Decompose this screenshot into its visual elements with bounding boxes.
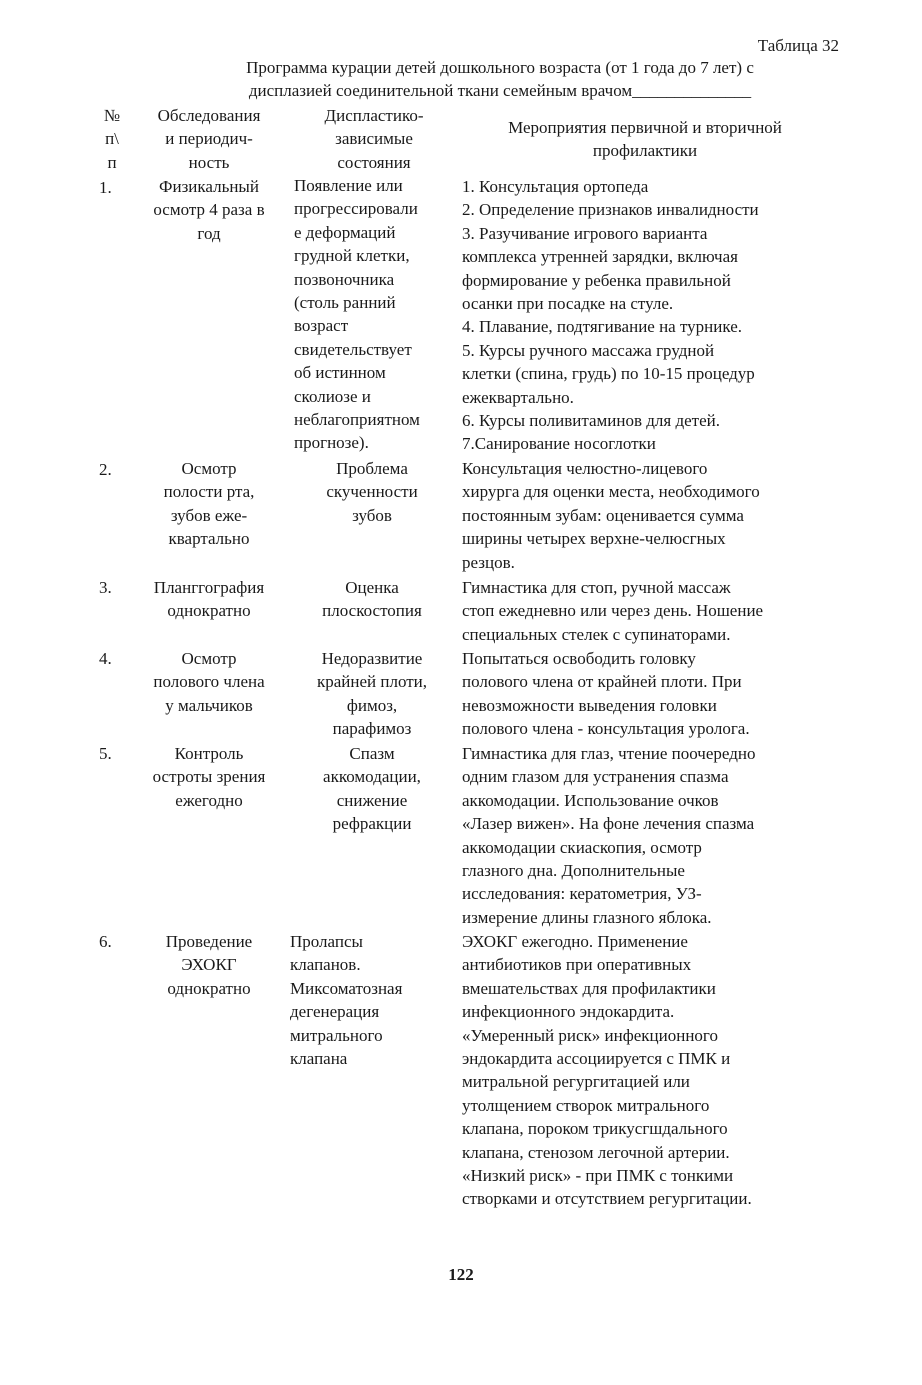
row-2-num: 2. xyxy=(99,460,112,479)
row-3-states: Оценка плоскостопия xyxy=(322,578,422,621)
header-exam: Обследования и периодич- ность xyxy=(157,106,261,172)
row-4-exam: Осмотр полового члена у мальчиков xyxy=(153,649,265,715)
row-1-num: 1. xyxy=(99,178,112,197)
header-measures: Мероприятия первичной и вторичной профилактики xyxy=(508,118,782,161)
row-1-measures: 1. Консультация ортопеда 2. Определение признаков инвалидности 3. Разучивание игрового варианта комплекса утренней зарядки, включая формирование у ребенка правильной осанки при посадке на стуле. 4. Плавание, подтягивание на турнике. 5. Курсы ручного массажа грудной клетки (спина, грудь) по 10-15 процедур ежеквартально. 6. Курсы поливитаминов для детей. 7.Санирование носоглотки xyxy=(462,177,759,454)
row-3-measures: Гимнастика для стоп, ручной массаж стоп ежедневно или через день. Ношение специальных стелек с супинаторами. xyxy=(462,578,764,644)
row-3-exam: Планггография однократно xyxy=(153,578,265,621)
table-title-line-1: Программа курации детей дошкольного возраста (от 1 года до 7 лет) с xyxy=(246,58,754,77)
header-num: № п\ п xyxy=(103,106,121,172)
page-number: 122 xyxy=(448,1265,474,1284)
row-6-measures: ЭХОКГ ежегодно. Применение антибиотиков при оперативных вмешательствах для профилактики инфекционного эндокардита. «Умеренный риск» инфекционного эндокардита ассоциируется с ПМК и митральной регургитацией или утолщением створок митрального клапана, пороком трикусгшдального клапана, стенозом легочной артерии. «Низкий риск» - при ПМК с тонкими створками и отсутствием регургитации. xyxy=(462,932,752,1209)
row-5-exam: Контроль остроты зрения ежегодно xyxy=(152,744,266,810)
row-2-states: Проблема скученности зубов xyxy=(326,459,418,525)
row-2-measures: Консультация челюстно-лицевого хирурга для оценки места, необходимого постоянным зубам: оценивается сумма ширины четырех верхне-челюсгных резцов. xyxy=(462,459,760,572)
row-1-exam: Физикальный осмотр 4 раза в год xyxy=(153,177,265,243)
row-5-states: Спазм аккомодации, снижение рефракции xyxy=(323,744,421,834)
header-states: Диспластико- зависимые состояния xyxy=(324,106,424,172)
row-6-exam: Проведение ЭХОКГ однократно xyxy=(165,932,253,998)
row-5-measures: Гимнастика для глаз, чтение поочередно одним глазом для устранения спазма аккомодации. Использование очков «Лазер вижен». На фоне лечения спазма аккомодации скиаскопия, осмотр глазного дна. Дополнительные исследования: кератометрия, УЗ- измерение длины глазного яблока. xyxy=(462,744,756,927)
table-number-label: Таблица 32 xyxy=(757,36,839,55)
row-3-num: 3. xyxy=(99,578,112,597)
row-4-num: 4. xyxy=(99,649,112,668)
row-4-states: Недоразвитие крайней плоти, фимоз, парафимоз xyxy=(316,649,428,739)
table-title xyxy=(170,56,830,103)
row-2-exam: Осмотр полости рта, зубов еже- квартально xyxy=(163,459,255,549)
row-5-num: 5. xyxy=(99,744,112,763)
row-6-states: Пролапсы клапанов. Миксоматозная дегенерация митрального клапана xyxy=(290,932,403,1069)
row-4-measures: Попытаться освободить головку полового члена от крайней плоти. При невозможности выведения головки полового члена - консультация уролога. xyxy=(462,649,750,739)
table-title-line-2: дисплазией соединительной ткани семейным врачом______________ xyxy=(248,81,752,101)
row-6-num: 6. xyxy=(99,932,112,951)
row-1-states: Появление или прогрессировали е деформаций грудной клетки, позвоночника (столь ранний возраст свидетельствует об истинном сколиозе и неблагоприятном прогнозе). xyxy=(294,176,420,453)
